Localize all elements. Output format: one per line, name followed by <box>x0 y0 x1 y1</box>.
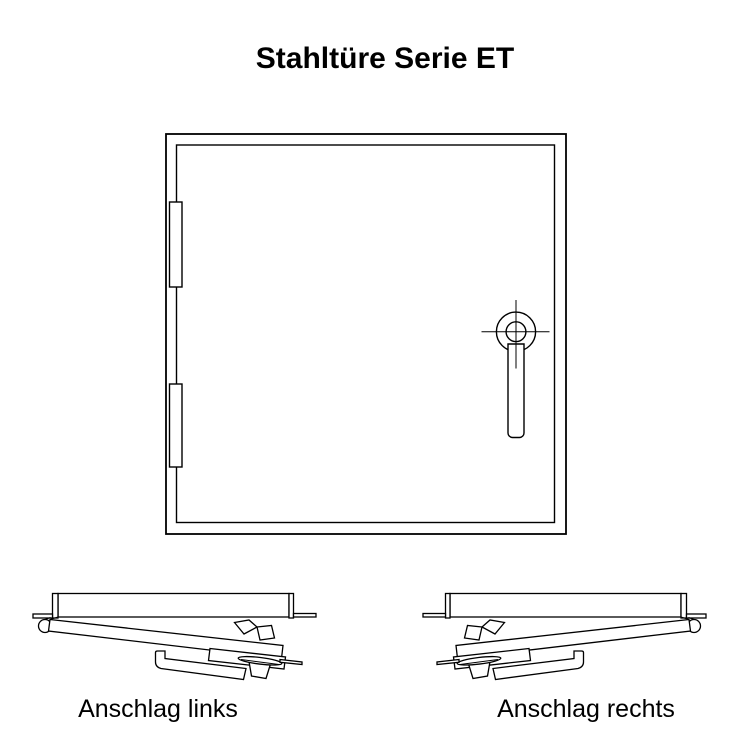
page-title: Stahltüre Serie ET <box>255 42 515 75</box>
latch-keeper-plate <box>257 626 275 641</box>
caption-hinge-right: Anschlag rechts <box>497 695 675 723</box>
section-view-hinge-left <box>33 594 316 680</box>
frame-foot-latch-side <box>294 614 317 618</box>
section-view-hinge-right <box>423 594 706 680</box>
caption-hinge-left: Anschlag links <box>78 695 238 723</box>
frame-flange-latch-side <box>289 594 294 619</box>
door-leaf-front <box>177 145 555 523</box>
frame-profile <box>58 594 289 618</box>
frame-flange-hinge-side <box>53 594 59 619</box>
front-elevation-view <box>166 134 566 534</box>
hinge-top <box>170 202 183 287</box>
latch-keeper-bend <box>235 620 258 634</box>
hinge-bottom <box>170 384 183 467</box>
